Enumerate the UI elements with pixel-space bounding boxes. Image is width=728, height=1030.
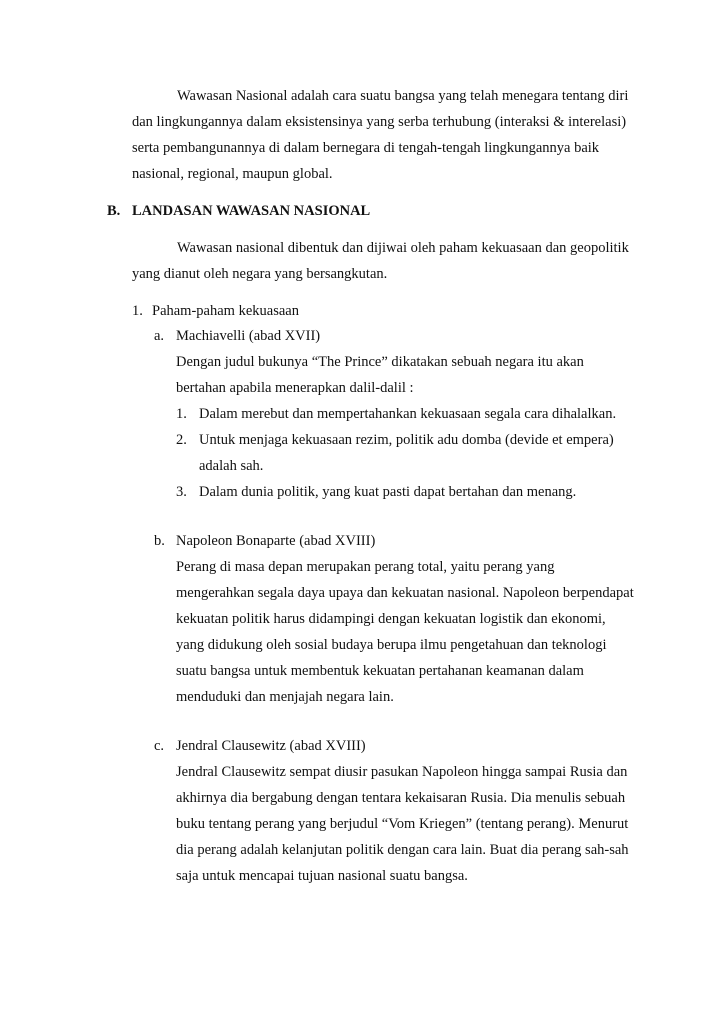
- item-c-marker: c.: [154, 738, 165, 754]
- item-b-line-1: Perang di masa depan merupakan perang total, yaitu perang yang: [176, 559, 555, 575]
- item-b-marker: b.: [154, 533, 165, 549]
- item-c-line-5: saja untuk mencapai tujuan nasional suatu bangsa.: [176, 868, 468, 884]
- dalil-2-text-1: Untuk menjaga kekuasaan rezim, politik adu domba (devide et empera): [199, 432, 614, 448]
- item-c-line-2: akhirnya dia bergabung dengan tentara kekaisaran Rusia. Dia menulis sebuah: [176, 790, 626, 806]
- item-b-line-6: menduduki dan menjajah negara lain.: [176, 689, 394, 705]
- item-c-line-3: buku tentang perang yang berjudul “Vom Kriegen” (tentang perang). Menurut: [176, 816, 629, 832]
- intro-line-1: Wawasan Nasional adalah cara suatu bangsa yang telah menegara tentang diri: [177, 88, 629, 104]
- section-b-para-line-2: yang dianut oleh negara yang bersangkutan.: [132, 266, 388, 282]
- item-b-line-3: kekuatan politik harus didampingi dengan kekuatan logistik dan ekonomi,: [176, 611, 606, 627]
- dalil-3-text: Dalam dunia politik, yang kuat pasti dapat bertahan dan menang.: [199, 484, 577, 500]
- section-b-para-line-1: Wawasan nasional dibentuk dan dijiwai oleh paham kekuasaan dan geopolitik: [177, 240, 629, 256]
- item-c-line-1: Jendral Clausewitz sempat diusir pasukan Napoleon hingga sampai Rusia dan: [176, 764, 628, 780]
- item-a-marker: a.: [154, 328, 165, 344]
- intro-line-2: dan lingkungannya dalam eksistensinya yang serba terhubung (interaksi & interelasi): [132, 114, 627, 130]
- dalil-2-marker: 2.: [176, 432, 187, 448]
- intro-line-3: serta pembangunannya di dalam bernegara di tengah-tengah lingkungannya baik: [132, 140, 600, 156]
- item-a-line-2: bertahan apabila menerapkan dalil-dalil :: [176, 380, 414, 396]
- intro-line-4: nasional, regional, maupun global.: [132, 166, 333, 182]
- item-b-line-2: mengerahkan segala daya upaya dan kekuatan nasional. Napoleon berpendapat: [176, 585, 634, 601]
- dalil-1-text: Dalam merebut dan mempertahankan kekuasaan segala cara dihalalkan.: [199, 406, 617, 422]
- dalil-1-marker: 1.: [176, 406, 187, 422]
- item-b-title: Napoleon Bonaparte (abad XVIII): [176, 533, 376, 549]
- section-b-marker: B.: [107, 203, 121, 219]
- section-b-title: LANDASAN WAWASAN NASIONAL: [132, 203, 371, 219]
- item-c-title: Jendral Clausewitz (abad XVIII): [176, 738, 366, 754]
- item-b-line-5: suatu bangsa untuk membentuk kekuatan pertahanan keamanan dalam: [176, 663, 584, 679]
- item-c-line-4: dia perang adalah kelanjutan politik dengan cara lain. Buat dia perang sah-sah: [176, 842, 629, 858]
- item-a-line-1: Dengan judul bukunya “The Prince” dikatakan sebuah negara itu akan: [176, 354, 584, 370]
- item-b-line-4: yang didukung oleh sosial budaya berupa ilmu pengetahuan dan teknologi: [176, 637, 607, 653]
- item-a-title: Machiavelli (abad XVII): [176, 328, 321, 344]
- list1-marker: 1.: [132, 303, 143, 319]
- dalil-3-marker: 3.: [176, 484, 187, 500]
- dalil-2-text-2: adalah sah.: [199, 458, 264, 474]
- list1-title: Paham-paham kekuasaan: [152, 303, 299, 319]
